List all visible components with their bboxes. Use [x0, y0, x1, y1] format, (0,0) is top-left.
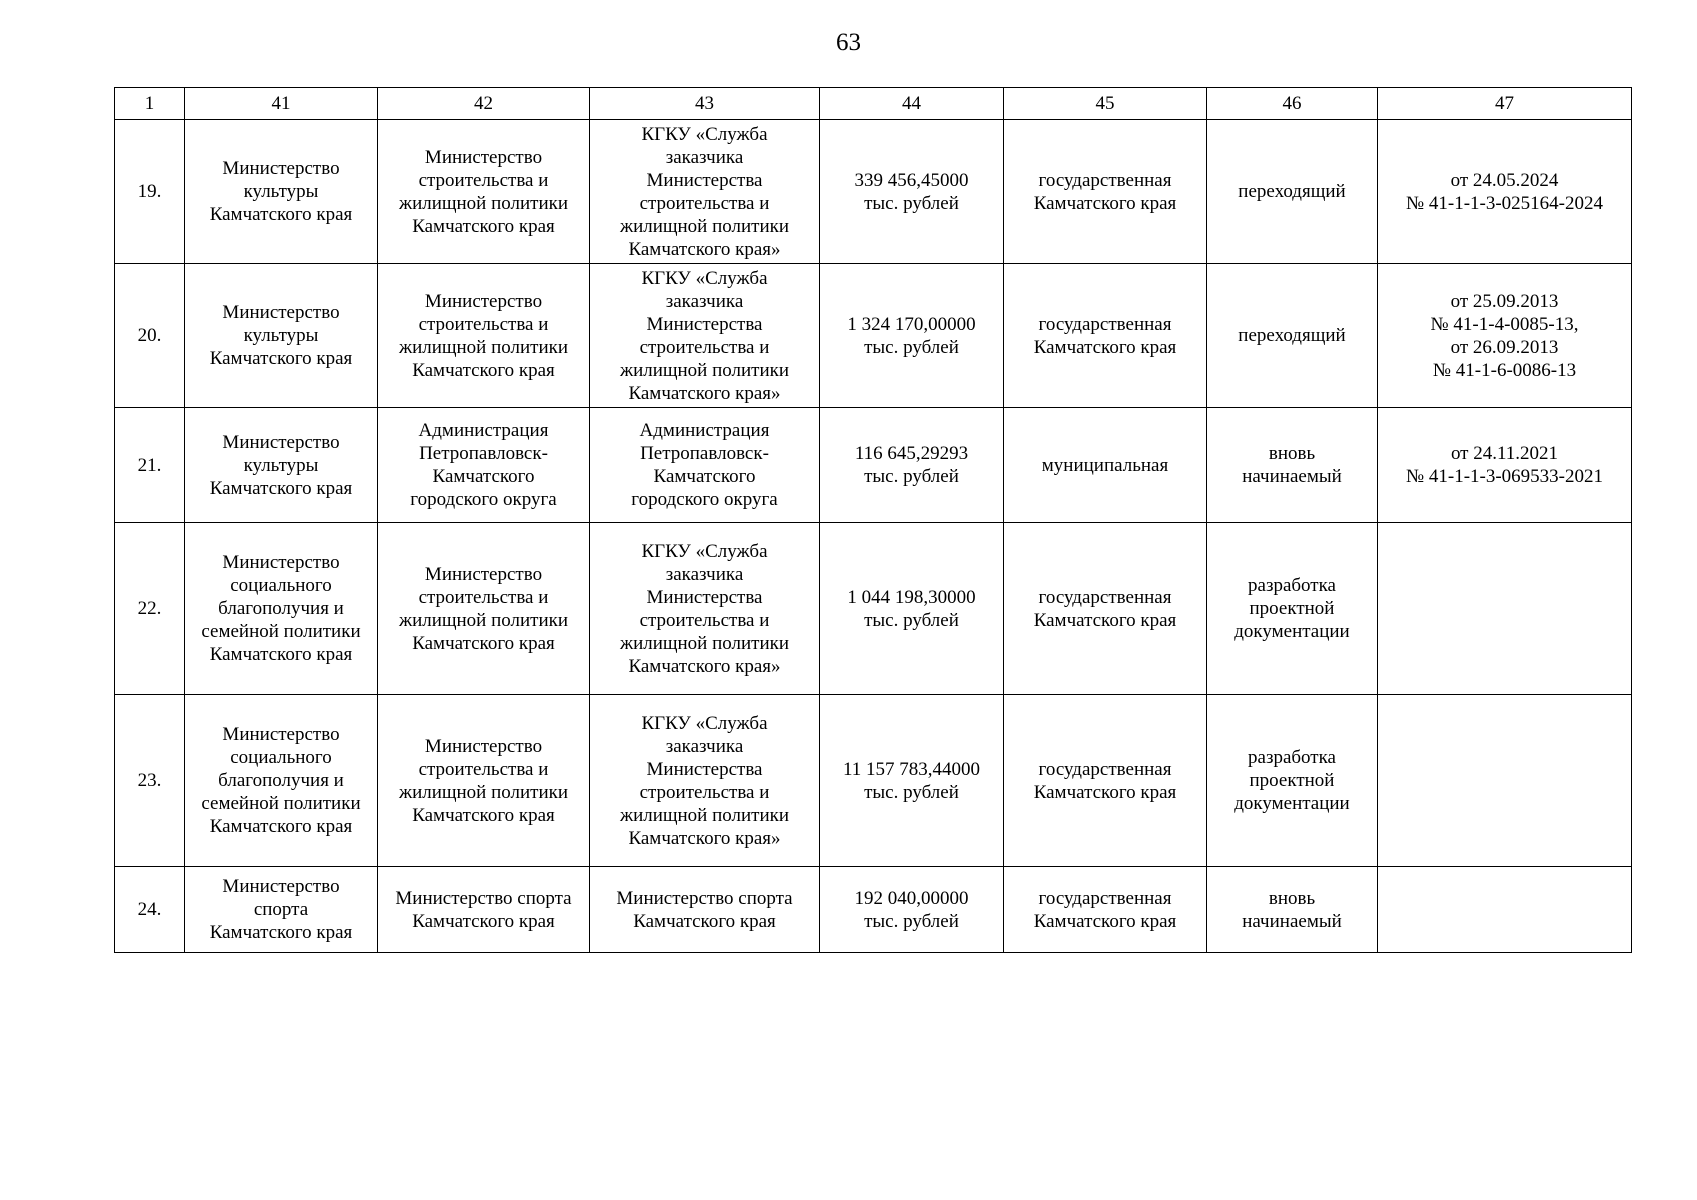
- table-body: [115, 120, 1632, 953]
- table-row: [115, 120, 1632, 264]
- column-header-46: 46: [1207, 88, 1378, 120]
- col-44-cell: 1 324 170,00000 тыс. рублей: [820, 264, 1004, 408]
- col-41-cell: Министерство спорта Камчатского края: [185, 867, 378, 953]
- col-43-cell: КГКУ «Служба заказчика Министерства строительства и жилищной политики Камчатского края»: [590, 695, 820, 867]
- col-45-cell: государственная Камчатского края: [1004, 523, 1207, 695]
- row-number-cell: 22.: [115, 523, 185, 695]
- col-43-cell: КГКУ «Служба заказчика Министерства строительства и жилищной политики Камчатского края»: [590, 523, 820, 695]
- header-row: [115, 88, 1632, 120]
- col-47-cell: от 24.05.2024 № 41-1-1-3-025164-2024: [1378, 120, 1632, 264]
- table-row: [115, 264, 1632, 408]
- col-44-cell: 192 040,00000 тыс. рублей: [820, 867, 1004, 953]
- col-43-cell: Министерство спорта Камчатского края: [590, 867, 820, 953]
- col-46-cell: разработка проектной документации: [1207, 523, 1378, 695]
- data-table: [114, 87, 1632, 953]
- column-header-43: 43: [590, 88, 820, 120]
- col-46-cell: переходящий: [1207, 120, 1378, 264]
- page-number: 63: [836, 29, 861, 56]
- col-41-cell: Министерство культуры Камчатского края: [185, 120, 378, 264]
- col-47-cell: от 25.09.2013 № 41-1-4-0085-13, от 26.09.2013 № 41-1-6-0086-13: [1378, 264, 1632, 408]
- table-row: [115, 408, 1632, 523]
- col-46-cell: вновь начинаемый: [1207, 867, 1378, 953]
- col-41-cell: Министерство социального благополучия и семейной политики Камчатского края: [185, 523, 378, 695]
- col-41-cell: Министерство культуры Камчатского края: [185, 264, 378, 408]
- col-46-cell: вновь начинаемый: [1207, 408, 1378, 523]
- column-header-44: 44: [820, 88, 1004, 120]
- col-44-cell: 1 044 198,30000 тыс. рублей: [820, 523, 1004, 695]
- table-header: [115, 88, 1632, 120]
- col-44-cell: 116 645,29293 тыс. рублей: [820, 408, 1004, 523]
- col-47-cell: от 24.11.2021 № 41-1-1-3-069533-2021: [1378, 408, 1632, 523]
- col-44-cell: 339 456,45000 тыс. рублей: [820, 120, 1004, 264]
- col-45-cell: муниципальная: [1004, 408, 1207, 523]
- col-43-cell: Администрация Петропавловск- Камчатского городского округа: [590, 408, 820, 523]
- col-47-cell: [1378, 867, 1632, 953]
- column-header-45: 45: [1004, 88, 1207, 120]
- col-41-cell: Министерство культуры Камчатского края: [185, 408, 378, 523]
- col-42-cell: Министерство строительства и жилищной политики Камчатского края: [378, 120, 590, 264]
- col-42-cell: Администрация Петропавловск- Камчатского городского округа: [378, 408, 590, 523]
- column-header-42: 42: [378, 88, 590, 120]
- row-number-cell: 21.: [115, 408, 185, 523]
- col-47-cell: [1378, 695, 1632, 867]
- row-number-cell: 20.: [115, 264, 185, 408]
- col-45-cell: государственная Камчатского края: [1004, 264, 1207, 408]
- col-47-cell: [1378, 523, 1632, 695]
- col-42-cell: Министерство строительства и жилищной политики Камчатского края: [378, 264, 590, 408]
- column-header-47: 47: [1378, 88, 1632, 120]
- column-header-1: 1: [115, 88, 185, 120]
- col-43-cell: КГКУ «Служба заказчика Министерства строительства и жилищной политики Камчатского края»: [590, 120, 820, 264]
- col-41-cell: Министерство социального благополучия и семейной политики Камчатского края: [185, 695, 378, 867]
- col-45-cell: государственная Камчатского края: [1004, 867, 1207, 953]
- col-44-cell: 11 157 783,44000 тыс. рублей: [820, 695, 1004, 867]
- table-row: [115, 523, 1632, 695]
- col-42-cell: Министерство строительства и жилищной политики Камчатского края: [378, 523, 590, 695]
- col-46-cell: разработка проектной документации: [1207, 695, 1378, 867]
- table-row: [115, 867, 1632, 953]
- row-number-cell: 19.: [115, 120, 185, 264]
- column-header-41: 41: [185, 88, 378, 120]
- row-number-cell: 24.: [115, 867, 185, 953]
- row-number-cell: 23.: [115, 695, 185, 867]
- col-45-cell: государственная Камчатского края: [1004, 695, 1207, 867]
- table-row: [115, 695, 1632, 867]
- col-43-cell: КГКУ «Служба заказчика Министерства строительства и жилищной политики Камчатского края»: [590, 264, 820, 408]
- col-42-cell: Министерство спорта Камчатского края: [378, 867, 590, 953]
- col-42-cell: Министерство строительства и жилищной политики Камчатского края: [378, 695, 590, 867]
- col-45-cell: государственная Камчатского края: [1004, 120, 1207, 264]
- col-46-cell: переходящий: [1207, 264, 1378, 408]
